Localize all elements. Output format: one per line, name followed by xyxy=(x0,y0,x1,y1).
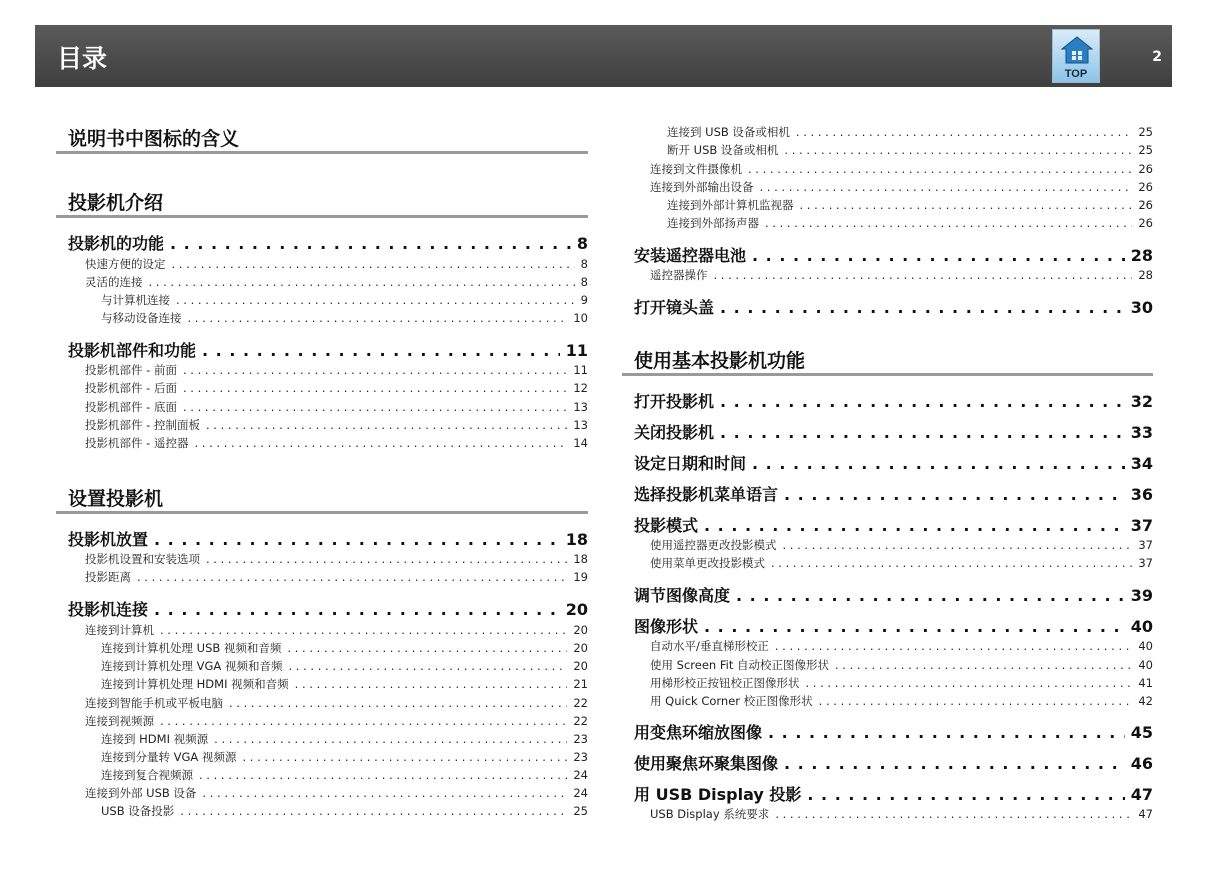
toc-entry-label: 连接到 HDMI 视频源 xyxy=(101,732,209,746)
dot-leader xyxy=(714,268,1133,282)
toc-entry-label: 连接到计算机处理 HDMI 视频和音频 xyxy=(101,677,289,691)
toc-entry-page: 46 xyxy=(1130,754,1153,773)
toc-entry-page: 41 xyxy=(1138,676,1153,690)
toc-entry-page: 25 xyxy=(1138,125,1153,139)
dot-leader xyxy=(704,516,1125,535)
top-button-label: TOP xyxy=(1064,68,1088,80)
dot-leader xyxy=(202,786,567,800)
dot-leader xyxy=(783,538,1133,552)
toc-entry[interactable] xyxy=(634,295,1153,315)
dot-leader xyxy=(771,556,1132,570)
toc-entry-page: 26 xyxy=(1138,162,1153,176)
toc-entry-page: 47 xyxy=(1130,785,1153,804)
toc-entry-label: 投影机连接 xyxy=(68,600,149,619)
toc-entry[interactable] xyxy=(85,362,588,378)
toc-entry-page: 20 xyxy=(565,600,588,619)
toc-entry-page: 11 xyxy=(565,341,588,360)
toc-entry[interactable] xyxy=(68,527,588,547)
dot-leader xyxy=(180,804,567,818)
toc-entry[interactable] xyxy=(634,243,1153,263)
dot-leader xyxy=(796,125,1132,139)
toc-entry-label: 投影机部件 - 后面 xyxy=(85,381,177,395)
dot-leader xyxy=(768,723,1125,742)
section-title[interactable]: 投影机介绍 xyxy=(68,192,164,214)
toc-entry[interactable] xyxy=(650,638,1153,654)
dot-leader xyxy=(194,436,567,450)
toc-entry-label: 投影机部件 - 前面 xyxy=(85,363,177,377)
toc-entry-label: 自动水平/垂直梯形校正 xyxy=(650,639,769,653)
toc-entry[interactable] xyxy=(634,451,1153,471)
toc-entry[interactable] xyxy=(101,731,588,747)
toc-entry-page: 19 xyxy=(573,570,588,584)
toc-entry-label: 投影机部件 - 控制面板 xyxy=(85,418,200,432)
toc-entry-page: 12 xyxy=(573,381,588,395)
toc-entry-label: USB Display 系统要求 xyxy=(650,807,770,821)
toc-entry[interactable] xyxy=(650,693,1153,709)
toc-entry[interactable] xyxy=(85,785,588,801)
toc-entry-label: 使用菜单更改投影模式 xyxy=(650,556,765,570)
toc-entry-label: 用变焦环缩放图像 xyxy=(634,723,763,742)
dot-leader xyxy=(704,617,1125,636)
toc-entry[interactable] xyxy=(634,720,1153,740)
dot-leader xyxy=(819,694,1133,708)
toc-entry[interactable] xyxy=(667,124,1153,140)
section-title[interactable]: 使用基本投影机功能 xyxy=(634,350,806,372)
toc-entry-label: 投影机的功能 xyxy=(68,234,165,253)
toc-entry[interactable] xyxy=(101,310,588,326)
toc-entry[interactable] xyxy=(85,551,588,567)
toc-entry[interactable] xyxy=(650,806,1153,822)
toc-entry[interactable] xyxy=(634,782,1153,802)
toc-entry-label: 投影距离 xyxy=(85,570,131,584)
dot-leader xyxy=(229,696,567,710)
toc-entry-label: 用梯形校正按钮校正图像形状 xyxy=(650,676,800,690)
toc-entry-label: 投影机部件 - 遥控器 xyxy=(85,436,189,450)
dot-leader xyxy=(172,257,575,271)
toc-entry[interactable] xyxy=(650,675,1153,691)
page-number: 2 xyxy=(1152,49,1162,65)
toc-entry-page: 32 xyxy=(1130,392,1153,411)
toc-entry-label: 连接到计算机处理 VGA 视频和音频 xyxy=(101,659,283,673)
toc-entry-label: 使用遥控器更改投影模式 xyxy=(650,538,777,552)
toc-entry-page: 8 xyxy=(580,275,588,289)
toc-entry-label: 使用聚焦环聚集图像 xyxy=(634,754,779,773)
dot-leader xyxy=(806,676,1133,690)
toc-entry-page: 45 xyxy=(1130,723,1153,742)
toc-entry[interactable] xyxy=(85,380,588,396)
dot-leader xyxy=(752,246,1125,265)
dot-leader xyxy=(202,341,560,360)
toc-entry-page: 25 xyxy=(573,804,588,818)
toc-entry-page: 21 xyxy=(573,677,588,691)
dot-leader xyxy=(752,454,1125,473)
toc-entry-page: 26 xyxy=(1138,216,1153,230)
toc-entry-page: 8 xyxy=(576,234,588,253)
section-divider xyxy=(56,511,588,514)
toc-entry-label: 连接到外部 USB 设备 xyxy=(85,786,197,800)
dot-leader xyxy=(206,418,567,432)
toc-entry[interactable] xyxy=(650,657,1153,673)
toc-entry-page: 34 xyxy=(1130,454,1153,473)
dot-leader xyxy=(206,552,567,566)
toc-entry[interactable] xyxy=(85,417,588,433)
section-divider xyxy=(622,373,1153,376)
toc-entry-label: 与移动设备连接 xyxy=(101,311,182,325)
toc-entry-page: 24 xyxy=(573,786,588,800)
dot-leader xyxy=(183,400,567,414)
home-icon xyxy=(1061,36,1093,64)
page-title: 目录 xyxy=(57,44,108,73)
toc-entry-page: 14 xyxy=(573,436,588,450)
toc-entry[interactable] xyxy=(101,658,588,674)
toc-entry-page: 28 xyxy=(1138,268,1153,282)
toc-entry-label: 投影机部件和功能 xyxy=(68,341,197,360)
toc-entry[interactable] xyxy=(85,435,588,451)
section-title[interactable]: 说明书中图标的含义 xyxy=(68,128,240,150)
dot-leader xyxy=(199,768,567,782)
toc-entry-page: 39 xyxy=(1130,586,1153,605)
dot-leader xyxy=(242,750,567,764)
dot-leader xyxy=(775,807,1132,821)
toc-entry-page: 28 xyxy=(1130,246,1153,265)
toc-entry[interactable] xyxy=(85,713,588,729)
dot-leader xyxy=(154,600,560,619)
toc-entry-page: 10 xyxy=(573,311,588,325)
dot-leader xyxy=(183,381,567,395)
toc-entry-page: 26 xyxy=(1138,180,1153,194)
toc-entry[interactable] xyxy=(650,161,1153,177)
toc-entry[interactable] xyxy=(101,803,588,819)
toc-entry[interactable] xyxy=(85,622,588,638)
toc-entry[interactable] xyxy=(85,256,588,272)
toc-entry-page: 40 xyxy=(1138,658,1153,672)
dot-leader xyxy=(760,180,1133,194)
toc-entry-page: 26 xyxy=(1138,198,1153,212)
toc-entry-page: 20 xyxy=(573,659,588,673)
dot-leader xyxy=(720,392,1125,411)
toc-entry-page: 8 xyxy=(580,257,588,271)
toc-entry-page: 47 xyxy=(1138,807,1153,821)
dot-leader xyxy=(748,162,1132,176)
dot-leader xyxy=(720,423,1125,442)
dot-leader xyxy=(176,293,575,307)
dot-leader xyxy=(720,298,1125,317)
toc-entry-label: 调节图像高度 xyxy=(634,586,731,605)
toc-entry[interactable] xyxy=(634,614,1153,634)
toc-entry-label: 断开 USB 设备或相机 xyxy=(667,143,779,157)
toc-entry-label: 连接到分量转 VGA 视频源 xyxy=(101,750,237,764)
toc-entry[interactable] xyxy=(667,215,1153,231)
toc-entry[interactable] xyxy=(650,179,1153,195)
toc-entry-page: 9 xyxy=(580,293,588,307)
toc-entry-page: 18 xyxy=(573,552,588,566)
toc-entry-page: 42 xyxy=(1138,694,1153,708)
dot-leader xyxy=(784,754,1125,773)
toc-entry-page: 40 xyxy=(1138,639,1153,653)
toc-entry[interactable] xyxy=(634,583,1153,603)
toc-entry-page: 22 xyxy=(573,714,588,728)
toc-entry[interactable] xyxy=(634,751,1153,771)
toc-entry[interactable] xyxy=(85,399,588,415)
toc-entry-page: 40 xyxy=(1130,617,1153,636)
dot-leader xyxy=(784,143,1132,157)
toc-entry-label: 快速方便的设定 xyxy=(85,257,166,271)
toc-entry[interactable] xyxy=(101,640,588,656)
toc-entry-label: 打开投影机 xyxy=(634,392,715,411)
toc-entry-page: 37 xyxy=(1138,538,1153,552)
dot-leader xyxy=(800,198,1133,212)
top-button[interactable] xyxy=(1052,29,1100,83)
toc-entry-page: 23 xyxy=(573,732,588,746)
dot-leader xyxy=(288,659,567,673)
section-divider xyxy=(56,151,588,154)
toc-entry-label: 关闭投影机 xyxy=(634,423,715,442)
dot-leader xyxy=(765,216,1132,230)
toc-entry[interactable] xyxy=(68,231,588,251)
toc-entry-label: 投影机部件 - 底面 xyxy=(85,400,177,414)
toc-entry[interactable] xyxy=(68,338,588,358)
toc-entry[interactable] xyxy=(667,197,1153,213)
dot-leader xyxy=(835,658,1132,672)
toc-entry[interactable] xyxy=(634,389,1153,409)
toc-entry-label: 用 USB Display 投影 xyxy=(634,785,802,804)
toc-entry[interactable] xyxy=(650,267,1153,283)
toc-entry-label: 连接到智能手机或平板电脑 xyxy=(85,696,223,710)
dot-leader xyxy=(807,785,1124,804)
toc-entry-page: 36 xyxy=(1130,485,1153,504)
toc-entry[interactable] xyxy=(101,749,588,765)
dot-leader xyxy=(736,586,1125,605)
toc-entry-label: 连接到外部扬声器 xyxy=(667,216,759,230)
toc-entry-label: 图像形状 xyxy=(634,617,699,636)
toc-entry-page: 23 xyxy=(573,750,588,764)
toc-entry-label: 用 Quick Corner 校正图像形状 xyxy=(650,694,813,708)
toc-entry-page: 13 xyxy=(573,400,588,414)
toc-entry-page: 13 xyxy=(573,418,588,432)
toc-entry-page: 18 xyxy=(565,530,588,549)
toc-entry[interactable] xyxy=(650,555,1153,571)
dot-leader xyxy=(160,623,567,637)
toc-entry-label: 设定日期和时间 xyxy=(634,454,747,473)
toc-entry-page: 37 xyxy=(1138,556,1153,570)
toc-entry-label: 连接到复合视频源 xyxy=(101,768,193,782)
dot-leader xyxy=(154,530,560,549)
toc-entry-label: 灵活的连接 xyxy=(85,275,143,289)
toc-entry[interactable] xyxy=(667,142,1153,158)
toc-entry-page: 37 xyxy=(1130,516,1153,535)
toc-entry-label: 连接到计算机处理 USB 视频和音频 xyxy=(101,641,282,655)
toc-entry[interactable] xyxy=(85,274,588,290)
toc-entry-label: 投影机放置 xyxy=(68,530,149,549)
dot-leader xyxy=(287,641,567,655)
toc-entry-label: 遥控器操作 xyxy=(650,268,708,282)
toc-entry-label: USB 设备投影 xyxy=(101,804,175,818)
toc-entry-page: 20 xyxy=(573,641,588,655)
toc-entry-label: 安装遥控器电池 xyxy=(634,246,747,265)
dot-leader xyxy=(137,570,567,584)
toc-entry-page: 24 xyxy=(573,768,588,782)
toc-entry[interactable] xyxy=(634,513,1153,533)
toc-entry-page: 25 xyxy=(1138,143,1153,157)
toc-entry-label: 连接到外部输出设备 xyxy=(650,180,754,194)
dot-leader xyxy=(295,677,568,691)
page-header xyxy=(35,25,1172,87)
dot-leader xyxy=(214,732,567,746)
toc-entry-label: 连接到 USB 设备或相机 xyxy=(667,125,790,139)
toc-entry[interactable] xyxy=(101,292,588,308)
toc-entry-label: 连接到外部计算机监视器 xyxy=(667,198,794,212)
toc-entry-page: 11 xyxy=(573,363,588,377)
dot-leader xyxy=(183,363,567,377)
section-title[interactable]: 设置投影机 xyxy=(68,488,164,510)
toc-entry[interactable] xyxy=(650,537,1153,553)
section-divider xyxy=(56,215,588,218)
toc-entry-page: 33 xyxy=(1130,423,1153,442)
toc-entry-label: 连接到文件摄像机 xyxy=(650,162,742,176)
toc-entry[interactable] xyxy=(634,420,1153,440)
dot-leader xyxy=(784,485,1125,504)
dot-leader xyxy=(775,639,1132,653)
toc-entry-label: 连接到视频源 xyxy=(85,714,154,728)
toc-entry-label: 使用 Screen Fit 自动校正图像形状 xyxy=(650,658,829,672)
toc-entry-page: 22 xyxy=(573,696,588,710)
toc-entry-label: 打开镜头盖 xyxy=(634,298,715,317)
toc-entry[interactable] xyxy=(68,597,588,617)
toc-entry-page: 30 xyxy=(1130,298,1153,317)
toc-entry[interactable] xyxy=(101,767,588,783)
dot-leader xyxy=(160,714,567,728)
toc-entry-label: 与计算机连接 xyxy=(101,293,170,307)
toc-entry-label: 投影机设置和安装选项 xyxy=(85,552,200,566)
toc-entry[interactable] xyxy=(85,569,588,585)
toc-entry[interactable] xyxy=(85,695,588,711)
toc-entry-label: 投影模式 xyxy=(634,516,699,535)
toc-entry-label: 连接到计算机 xyxy=(85,623,154,637)
toc-entry[interactable] xyxy=(101,676,588,692)
toc-entry-label: 选择投影机菜单语言 xyxy=(634,485,779,504)
toc-entry-page: 20 xyxy=(573,623,588,637)
dot-leader xyxy=(149,275,575,289)
dot-leader xyxy=(188,311,568,325)
toc-entry[interactable] xyxy=(634,482,1153,502)
dot-leader xyxy=(170,234,571,253)
